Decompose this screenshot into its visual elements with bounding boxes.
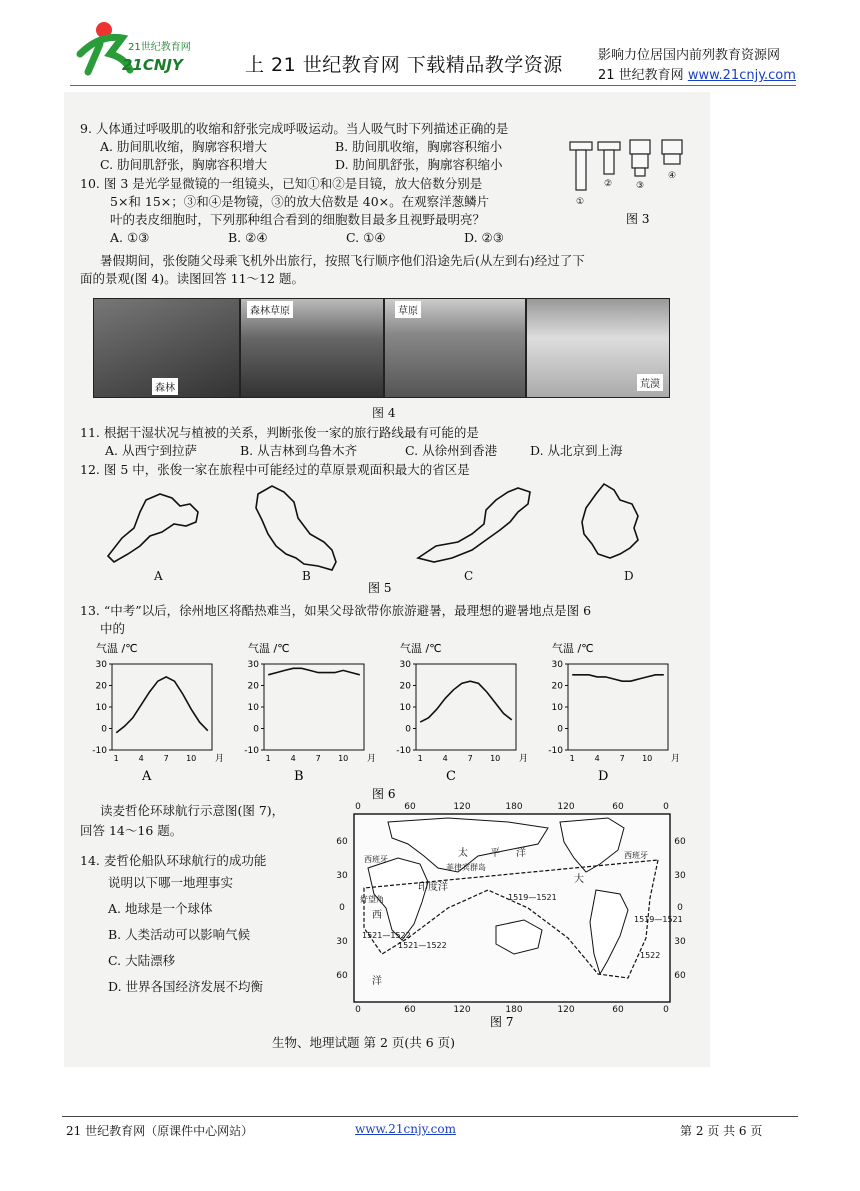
chart-b-month: 月 bbox=[367, 754, 377, 764]
map-right-tick: 0 bbox=[677, 903, 683, 913]
fig5-label-c: C bbox=[464, 569, 474, 583]
map-route-year-3: 1521—1522 bbox=[362, 931, 411, 940]
q10-line3: 叶的表皮细胞时，下列那种组合看到的细胞数目最多且视野最明亮？ bbox=[110, 212, 486, 227]
fig5-provinces bbox=[100, 478, 680, 596]
chart-b-ytick: 0 bbox=[253, 724, 259, 735]
q14-option-d: D. 世界各国经济发展不均衡 bbox=[108, 979, 264, 994]
q9-option-a: A. 肋间肌收缩，胸廓容积增大 bbox=[100, 139, 267, 154]
chart-a-ytick: 10 bbox=[95, 703, 107, 713]
chart-c-ytick: -10 bbox=[396, 746, 411, 756]
map-bottom-tick: 60 bbox=[404, 1005, 416, 1015]
q13-line2: 中的 bbox=[100, 621, 126, 636]
chart-c-ylabel: 气温 /℃ bbox=[400, 642, 442, 655]
fig5-caption: 图 5 bbox=[368, 581, 392, 595]
map-label-yang: 洋 bbox=[516, 848, 526, 859]
chart-a-ytick: -10 bbox=[92, 746, 107, 756]
q10-option-d: D. ②③ bbox=[464, 230, 504, 245]
chart-b-ytick: 30 bbox=[247, 660, 259, 670]
logo-top-text: 21世纪教育网 bbox=[128, 42, 191, 53]
chart-a-xtick: 10 bbox=[186, 754, 197, 763]
map-left-tick: 0 bbox=[339, 903, 345, 913]
map-label-cape: 好望角 bbox=[360, 895, 384, 904]
chart-d-ytick: 30 bbox=[551, 660, 563, 670]
chart-b-xtick: 1 bbox=[265, 754, 271, 763]
fig6-caption: 图 6 bbox=[372, 787, 396, 800]
photo-desert bbox=[526, 298, 670, 398]
svg-text:④: ④ bbox=[668, 171, 677, 181]
q11-stem: 11. 根据干湿状况与植被的关系，判断张俊一家的旅行路线最有可能的是 bbox=[80, 425, 479, 440]
fig4-caption: 图 4 bbox=[372, 406, 396, 420]
intro-14-line1: 读麦哲伦环球航行示意图(图 7)， bbox=[100, 803, 285, 818]
map-bottom-tick: 0 bbox=[355, 1005, 361, 1015]
map-route-year-2: 1521—1522 bbox=[398, 941, 447, 950]
q11-option-a: A. 从西宁到拉萨 bbox=[105, 443, 197, 458]
runner-logo-icon bbox=[70, 14, 200, 80]
fig7-caption: 图 7 bbox=[490, 1015, 514, 1029]
header-divider bbox=[70, 85, 796, 86]
chart-b-xtick: 4 bbox=[290, 754, 296, 763]
q9-stem: 9. 人体通过呼吸肌的收缩和舒张完成呼吸运动。当人吸气时下列描述正确的是 bbox=[80, 121, 509, 136]
chart-a-frame bbox=[112, 664, 212, 750]
chart-c-ytick: 20 bbox=[399, 681, 411, 692]
logo-bottom-text: 21CNJY bbox=[122, 56, 183, 74]
photo-steppe-label: 草原 bbox=[395, 301, 421, 318]
province-b-outline bbox=[256, 486, 336, 570]
chart-b-frame bbox=[264, 664, 364, 750]
header-title: 上 21 世纪教育网 下载精品教学资源 bbox=[245, 54, 563, 76]
q14-line2: 说明以下哪一地理事实 bbox=[108, 875, 234, 890]
map-bottom-tick: 120 bbox=[453, 1005, 471, 1015]
map-top-tick: 120 bbox=[557, 802, 575, 812]
chart-b-ytick: 20 bbox=[247, 681, 259, 692]
map-label-xi: 西 bbox=[372, 910, 382, 921]
map-label-indian-ocean: 印度洋 bbox=[418, 882, 448, 893]
header-site bbox=[598, 64, 796, 83]
map-right-tick: 60 bbox=[674, 837, 686, 847]
chart-a-month: 月 bbox=[215, 754, 225, 764]
chart-d-series-line bbox=[572, 675, 664, 681]
footer-page: 第 2 页 共 6 页 bbox=[680, 1124, 763, 1138]
chart-a-ytick: 0 bbox=[101, 724, 107, 735]
svg-text:②: ② bbox=[604, 179, 613, 189]
fig3-lenses bbox=[560, 134, 700, 226]
map-left-tick: 60 bbox=[336, 837, 348, 847]
intro-11-line2: 面的景观(图 4)。读图回答 11～12 题。 bbox=[80, 271, 304, 286]
chart-c-frame bbox=[416, 664, 516, 750]
map-bottom-tick: 60 bbox=[612, 1005, 624, 1015]
fig5-label-d: D bbox=[624, 569, 634, 583]
map-left-tick: 30 bbox=[336, 871, 348, 881]
page-number-label: 生物、地理试题 第 2 页(共 6 页) bbox=[272, 1035, 456, 1050]
map-label-spain-left: 西班牙 bbox=[364, 855, 388, 864]
q9-option-b: B. 肋间肌收缩，胸廓容积缩小 bbox=[335, 139, 503, 154]
fig5-label-a: A bbox=[154, 569, 163, 583]
chart-c-month: 月 bbox=[519, 754, 529, 764]
chart-d-ytick: 0 bbox=[557, 724, 563, 735]
chart-c-xtick: 4 bbox=[442, 754, 448, 763]
svg-text:③: ③ bbox=[636, 181, 645, 191]
q11-option-c: C. 从徐州到香港 bbox=[405, 443, 498, 458]
chart-d-xtick: 4 bbox=[594, 754, 600, 763]
header-site-prefix: 21 世纪教育网 bbox=[598, 68, 688, 83]
q10-line1: 10. 图 3 是光学显微镜的一组镜头，已知①和②是目镜，放大倍数分别是 bbox=[80, 176, 483, 191]
map-route-year-1: 1519—1521 bbox=[508, 893, 557, 902]
province-c-outline bbox=[418, 488, 530, 562]
q10-option-c: C. ①④ bbox=[346, 230, 386, 245]
chart-d-xtick: 1 bbox=[569, 754, 575, 763]
q10-line2: 5×和 15×；③和④是物镜，③的放大倍数是 40×。在观察洋葱鳞片 bbox=[110, 194, 490, 209]
site-logo[interactable] bbox=[70, 14, 200, 80]
chart-c-xtick: 1 bbox=[417, 754, 423, 763]
header-slogan: 影响力位居国内前列教育资源网 bbox=[598, 48, 781, 63]
chart-c-label: C bbox=[446, 769, 456, 784]
map-top-tick: 60 bbox=[612, 802, 624, 812]
map-label-philippines: 菲律宾群岛 bbox=[446, 863, 486, 872]
q14-option-b: B. 人类活动可以影响气候 bbox=[108, 927, 251, 942]
chart-c-xtick: 10 bbox=[490, 754, 501, 763]
map-top-tick: 120 bbox=[453, 802, 471, 812]
chart-d-ytick: 10 bbox=[551, 703, 563, 713]
q10-option-a: A. ①③ bbox=[110, 230, 150, 245]
chart-c-ytick: 0 bbox=[405, 724, 411, 735]
q10-option-b: B. ②④ bbox=[228, 230, 268, 245]
chart-a-ytick: 30 bbox=[95, 660, 107, 670]
fig5-label-b: B bbox=[302, 569, 311, 583]
fig3-caption: 图 3 bbox=[626, 212, 650, 226]
fig6-climate-charts bbox=[82, 640, 682, 800]
chart-c-series-line bbox=[420, 681, 512, 722]
chart-d-ytick: -10 bbox=[548, 746, 563, 756]
photo-forest-steppe-label: 森林草原 bbox=[247, 301, 293, 318]
chart-d-month: 月 bbox=[671, 754, 681, 764]
chart-b-xtick: 7 bbox=[315, 754, 321, 763]
map-bottom-tick: 0 bbox=[663, 1005, 669, 1015]
intro-14-line2: 回答 14～16 题。 bbox=[80, 823, 183, 838]
chart-a-series-line bbox=[116, 677, 208, 733]
header-site-link[interactable]: www.21cnjy.com bbox=[687, 68, 796, 83]
map-top-tick: 60 bbox=[404, 802, 416, 812]
map-label-da: 大 bbox=[574, 874, 584, 885]
map-label-ocean: 洋 bbox=[372, 976, 382, 987]
map-right-tick: 60 bbox=[674, 971, 686, 981]
map-label-spain-right: 西班牙 bbox=[624, 851, 648, 860]
map-bottom-tick: 120 bbox=[557, 1005, 575, 1015]
lens-4-icon bbox=[662, 140, 682, 154]
footer-left: 21 世纪教育网（原课件中心网站） bbox=[66, 1124, 254, 1138]
chart-d-xtick: 7 bbox=[619, 754, 625, 763]
q11-option-d: D. 从北京到上海 bbox=[530, 443, 623, 458]
q14-option-a: A. 地球是一个球体 bbox=[108, 901, 213, 916]
chart-d-ytick: 20 bbox=[551, 681, 563, 692]
photo-forest-label: 森林 bbox=[152, 378, 178, 395]
map-label-tai: 太 bbox=[458, 848, 468, 859]
chart-d-ylabel: 气温 /℃ bbox=[552, 642, 594, 655]
chart-a-xtick: 1 bbox=[113, 754, 119, 763]
chart-a-label: A bbox=[142, 769, 152, 784]
province-d-outline bbox=[582, 484, 638, 558]
q11-option-b: B. 从吉林到乌鲁木齐 bbox=[240, 443, 358, 458]
q13-line1: 13. “中考”以后，徐州地区将酷热难当，如果父母欲带你旅游避暑，最理想的避暑地点是图 6 bbox=[80, 603, 592, 618]
map-label-ping: 平 bbox=[490, 848, 500, 859]
photo-forest-steppe bbox=[240, 298, 384, 398]
chart-b-series-line bbox=[268, 668, 360, 675]
map-left-tick: 30 bbox=[336, 937, 348, 947]
map-top-tick: 180 bbox=[505, 802, 523, 812]
chart-c-ytick: 30 bbox=[399, 660, 411, 670]
map-top-tick: 0 bbox=[663, 802, 669, 812]
chart-c-xtick: 7 bbox=[467, 754, 473, 763]
photo-desert-label: 荒漠 bbox=[637, 374, 663, 391]
lens-1-icon bbox=[570, 142, 592, 150]
q14-option-c: C. 大陆漂移 bbox=[108, 953, 176, 968]
map-route-year-5: 1522 bbox=[640, 951, 661, 960]
footer-link[interactable]: www.21cnjy.com bbox=[355, 1122, 456, 1136]
svg-text:①: ① bbox=[576, 197, 585, 207]
chart-a-xtick: 4 bbox=[138, 754, 144, 763]
chart-d-frame bbox=[568, 664, 668, 750]
province-a-outline bbox=[108, 494, 198, 562]
map-bottom-tick: 180 bbox=[505, 1005, 523, 1015]
chart-c-ytick: 10 bbox=[399, 703, 411, 713]
chart-b-label: B bbox=[294, 769, 304, 784]
map-right-tick: 30 bbox=[674, 937, 686, 947]
intro-11-line1: 暑假期间，张俊随父母乘飞机外出旅行，按照飞行顺序他们沿途先后(从左到右)经过了下 bbox=[100, 253, 585, 268]
fig7-magellan-map bbox=[328, 798, 688, 1032]
lens-3-icon bbox=[630, 140, 650, 154]
chart-b-xtick: 10 bbox=[338, 754, 349, 763]
q12-stem: 12. 图 5 中，张俊一家在旅程中可能经过的草原景观面积最大的省区是 bbox=[80, 462, 470, 477]
chart-b-ytick: -10 bbox=[244, 746, 259, 756]
chart-a-ytick: 20 bbox=[95, 681, 107, 692]
chart-b-ytick: 10 bbox=[247, 703, 259, 713]
map-top-tick: 0 bbox=[355, 802, 361, 812]
lens-2-icon bbox=[598, 142, 620, 150]
map-right-tick: 30 bbox=[674, 871, 686, 881]
chart-d-xtick: 10 bbox=[642, 754, 653, 763]
photo-forest bbox=[93, 298, 240, 398]
map-left-tick: 60 bbox=[336, 971, 348, 981]
map-route-year-4: 1519—1521 bbox=[634, 915, 683, 924]
q9-option-d: D. 肋间肌舒张，胸廓容积缩小 bbox=[335, 157, 503, 172]
chart-d-label: D bbox=[598, 769, 609, 784]
chart-a-xtick: 7 bbox=[163, 754, 169, 763]
q14-line1: 14. 麦哲伦船队环球航行的成功能 bbox=[80, 853, 267, 868]
photo-steppe bbox=[384, 298, 526, 398]
q9-option-c: C. 肋间肌舒张，胸廓容积增大 bbox=[100, 157, 268, 172]
chart-b-ylabel: 气温 /℃ bbox=[248, 642, 290, 655]
chart-a-ylabel: 气温 /℃ bbox=[96, 642, 138, 655]
footer-divider bbox=[62, 1116, 798, 1117]
